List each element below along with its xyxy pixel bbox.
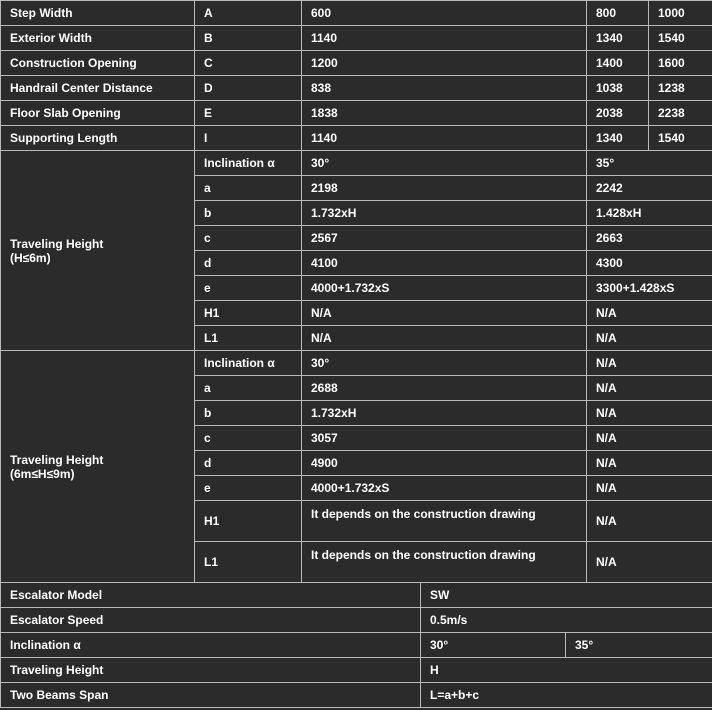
param-name: e xyxy=(195,276,302,301)
spec-code: D xyxy=(195,76,302,101)
param-name: Inclination α xyxy=(195,351,302,376)
value-30deg: 1.732xH xyxy=(302,401,587,426)
spec-value-800: 2038 xyxy=(587,101,649,126)
value-30deg: N/A xyxy=(302,326,587,351)
spec-label: Construction Opening xyxy=(1,51,195,76)
value-30deg: It depends on the construction drawing xyxy=(302,501,587,542)
spec-value-800: 1340 xyxy=(587,126,649,151)
height-value: H xyxy=(421,658,712,683)
value-35deg: N/A xyxy=(587,326,712,351)
value-35deg: N/A xyxy=(587,476,712,501)
spec-value-1000: 1000 xyxy=(649,1,712,26)
spec-value-600: 1140 xyxy=(302,26,587,51)
spec-row xyxy=(1,76,712,101)
traveling-height-range: (6m≤H≤9m) xyxy=(10,466,75,481)
value-35deg: 3300+1.428xS xyxy=(587,276,712,301)
spec-value-1000: 1540 xyxy=(649,26,712,51)
value-30deg: 1.732xH xyxy=(302,201,587,226)
param-name: b xyxy=(195,201,302,226)
value-35deg: N/A xyxy=(587,542,712,583)
value-35deg: 1.428xH xyxy=(587,201,712,226)
spec-value-1000: 1238 xyxy=(649,76,712,101)
inclination-35: 35° xyxy=(566,633,712,658)
spec-value-1000: 1600 xyxy=(649,51,712,76)
spec-row xyxy=(1,101,712,126)
param-name: c xyxy=(195,426,302,451)
spec-value-1000: 1540 xyxy=(649,126,712,151)
spec-value-600: 600 xyxy=(302,1,587,26)
value-30deg: 4100 xyxy=(302,251,587,276)
speed-value: 0.5m/s xyxy=(421,608,712,633)
value-35deg: 4300 xyxy=(587,251,712,276)
spec-code: C xyxy=(195,51,302,76)
group1-row xyxy=(1,151,712,176)
height-label: Traveling Height xyxy=(1,658,421,683)
param-name: e xyxy=(195,476,302,501)
spec-value-600: 1200 xyxy=(302,51,587,76)
spec-label: Exterior Width xyxy=(1,26,195,51)
spec-value-1000: 2238 xyxy=(649,101,712,126)
spec-row xyxy=(1,1,712,26)
traveling-height-range: (H≤6m) xyxy=(10,250,51,265)
traveling-height-label: Traveling Height xyxy=(10,236,104,251)
inclination-row xyxy=(1,633,712,658)
param-name: a xyxy=(195,376,302,401)
value-35deg: N/A xyxy=(587,501,712,542)
value-35deg: N/A xyxy=(587,401,712,426)
value-30deg: It depends on the construction drawing xyxy=(302,542,587,583)
spec-label: Supporting Length xyxy=(1,126,195,151)
value-35deg: N/A xyxy=(587,426,712,451)
value-35deg: 35° xyxy=(587,151,712,176)
spec-row xyxy=(1,26,712,51)
spec-value-800: 1400 xyxy=(587,51,649,76)
param-name: H1 xyxy=(195,301,302,326)
value-35deg: N/A xyxy=(587,351,712,376)
spec-value-600: 838 xyxy=(302,76,587,101)
spec-value-800: 1038 xyxy=(587,76,649,101)
height-row xyxy=(1,658,712,683)
model-value: SW xyxy=(421,583,712,608)
value-30deg: 4000+1.732xS xyxy=(302,476,587,501)
param-name: b xyxy=(195,401,302,426)
spec-code: I xyxy=(195,126,302,151)
spec-code: E xyxy=(195,101,302,126)
spec-value-800: 1340 xyxy=(587,26,649,51)
spec-label: Step Width xyxy=(1,1,195,26)
escalator-model-table xyxy=(0,582,712,708)
value-35deg: N/A xyxy=(587,301,712,326)
param-name: Inclination α xyxy=(195,151,302,176)
spec-label: Handrail Center Distance xyxy=(1,76,195,101)
spec-row xyxy=(1,51,712,76)
value-35deg: N/A xyxy=(587,376,712,401)
spec-value-600: 1140 xyxy=(302,126,587,151)
param-name: L1 xyxy=(195,542,302,583)
param-name: c xyxy=(195,226,302,251)
model-label: Escalator Model xyxy=(1,583,421,608)
param-name: L1 xyxy=(195,326,302,351)
model-row xyxy=(1,583,712,608)
inclination-30: 30° xyxy=(421,633,566,658)
value-35deg: 2663 xyxy=(587,226,712,251)
span-row xyxy=(1,683,712,708)
value-30deg: 2688 xyxy=(302,376,587,401)
param-name: H1 xyxy=(195,501,302,542)
speed-label: Escalator Speed xyxy=(1,608,421,633)
group1-label xyxy=(1,151,195,351)
spec-row xyxy=(1,126,712,151)
spec-code: B xyxy=(195,26,302,51)
speed-row xyxy=(1,608,712,633)
spec-label: Floor Slab Opening xyxy=(1,101,195,126)
value-30deg: N/A xyxy=(302,301,587,326)
value-30deg: 30° xyxy=(302,351,587,376)
group2-row xyxy=(1,351,712,376)
param-name: a xyxy=(195,176,302,201)
span-value: L=a+b+c xyxy=(421,683,712,708)
value-30deg: 30° xyxy=(302,151,587,176)
value-30deg: 4000+1.732xS xyxy=(302,276,587,301)
value-30deg: 2198 xyxy=(302,176,587,201)
spec-code: A xyxy=(195,1,302,26)
group2-label xyxy=(1,351,195,583)
spec-value-800: 800 xyxy=(587,1,649,26)
value-35deg: 2242 xyxy=(587,176,712,201)
param-name: d xyxy=(195,451,302,476)
value-35deg: N/A xyxy=(587,451,712,476)
param-name: d xyxy=(195,251,302,276)
spec-value-600: 1838 xyxy=(302,101,587,126)
value-30deg: 4900 xyxy=(302,451,587,476)
inclination-label: Inclination α xyxy=(1,633,421,658)
span-label: Two Beams Span xyxy=(1,683,421,708)
value-30deg: 3057 xyxy=(302,426,587,451)
traveling-height-label: Traveling Height xyxy=(10,452,104,467)
value-30deg: 2567 xyxy=(302,226,587,251)
